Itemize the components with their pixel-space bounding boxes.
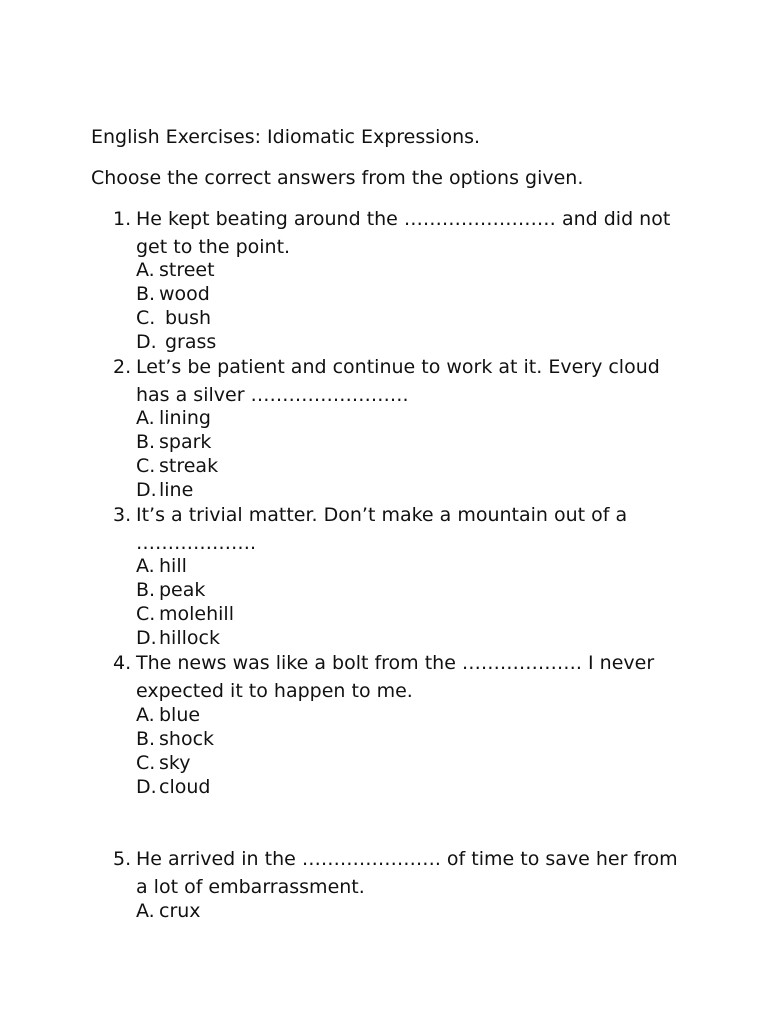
option-letter: A. xyxy=(136,555,155,577)
question-text: Let’s be patient and continue to work at it. Every cloud has a silver ……………………. xyxy=(136,356,660,406)
option-letter: D. xyxy=(136,479,157,501)
option-text: hillock xyxy=(159,627,220,649)
option-letter: B. xyxy=(136,579,156,601)
option-letter: C. xyxy=(136,752,156,774)
option-letter: A. xyxy=(136,407,155,429)
question-number: 3. xyxy=(113,504,132,526)
option-c xyxy=(0,306,400,330)
option-text: cloud xyxy=(159,776,211,798)
instructions: Choose the correct answers from the options given. xyxy=(91,167,584,189)
option-d xyxy=(0,775,400,799)
option-a xyxy=(0,703,400,727)
option-text: shock xyxy=(159,728,215,750)
question-number: 2. xyxy=(113,356,132,378)
option-d xyxy=(0,626,400,650)
option-a xyxy=(0,258,400,282)
question-number: 4. xyxy=(113,652,132,674)
question-text: He arrived in the …………………. of time to save her from a lot of embarrassment. xyxy=(136,848,678,898)
option-text: blue xyxy=(159,704,201,726)
option-letter: D. xyxy=(136,776,157,798)
option-d xyxy=(0,478,400,502)
option-b xyxy=(0,282,400,306)
option-letter: D. xyxy=(136,331,157,353)
option-letter: C. xyxy=(136,455,156,477)
question-number: 5. xyxy=(113,848,132,870)
option-text: sky xyxy=(159,752,191,774)
option-letter: B. xyxy=(136,431,156,453)
option-a xyxy=(0,899,400,923)
option-text: bush xyxy=(165,307,212,329)
option-letter: A. xyxy=(136,900,155,922)
option-text: peak xyxy=(159,579,206,601)
option-text: grass xyxy=(165,331,217,353)
option-letter: A. xyxy=(136,704,155,726)
option-text: street xyxy=(159,259,215,281)
option-c xyxy=(0,751,400,775)
option-letter: C. xyxy=(136,307,156,329)
option-text: crux xyxy=(159,900,201,922)
option-b xyxy=(0,430,400,454)
option-a xyxy=(0,406,400,430)
option-letter: D. xyxy=(136,627,157,649)
option-text: lining xyxy=(159,407,211,429)
option-c xyxy=(0,602,400,626)
option-b xyxy=(0,578,400,602)
option-text: spark xyxy=(159,431,212,453)
option-letter: A. xyxy=(136,259,155,281)
option-d xyxy=(0,330,400,354)
question-text: He kept beating around the …………………… and did not get to the point. xyxy=(136,208,671,258)
option-text: line xyxy=(159,479,194,501)
document-title: English Exercises: Idiomatic Expressions. xyxy=(91,126,481,148)
option-b xyxy=(0,727,400,751)
question-text: It’s a trivial matter. Don’t make a mountain out of a ………………. xyxy=(136,504,628,554)
question-text: The news was like a bolt from the ………………. I never expected it to happen to me. xyxy=(136,652,655,702)
option-letter: B. xyxy=(136,728,156,750)
option-letter: C. xyxy=(136,603,156,625)
option-a xyxy=(0,554,400,578)
option-text: wood xyxy=(159,283,210,305)
option-text: hill xyxy=(159,555,187,577)
option-text: streak xyxy=(159,455,219,477)
option-letter: B. xyxy=(136,283,156,305)
option-c xyxy=(0,454,400,478)
option-text: molehill xyxy=(159,603,234,625)
question-number: 1. xyxy=(113,208,132,230)
